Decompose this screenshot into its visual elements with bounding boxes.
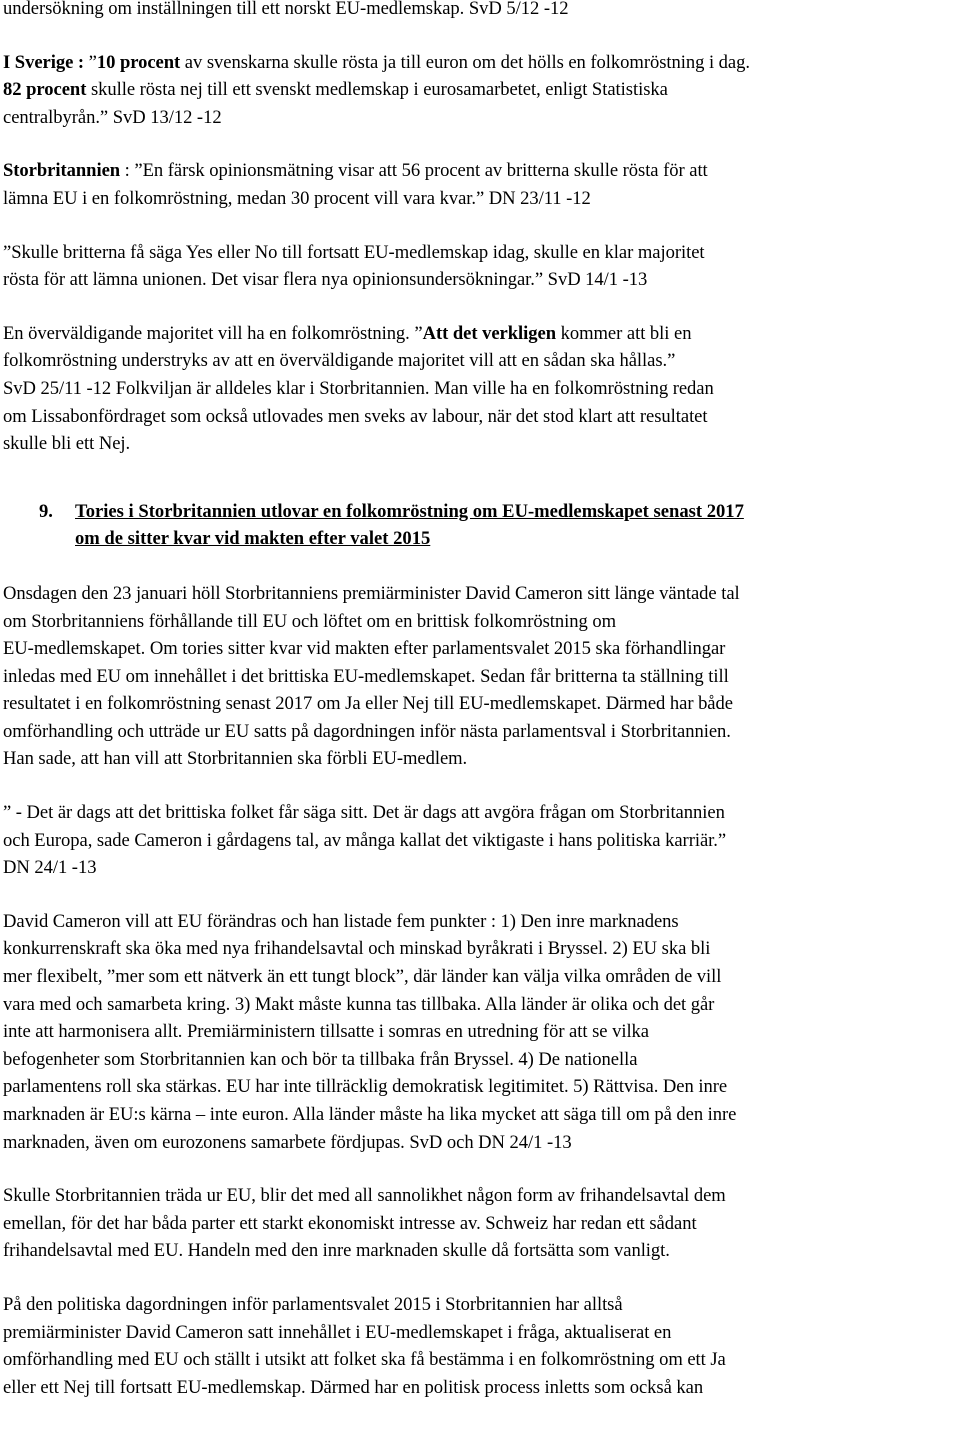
text-run: På den politiska dagordningen inför parlamentsvalet 2015 i Storbritannien har alltså premiärminister David Cameron satt innehållet i EU-medlemskapet i fråga, aktualiserat en omförhandling med EU och ställt i utsikt att folket ska få bestämma i en folkomröstning om ett Ja eller ett Nej till fortsatt EU-medlemskap. Därmed har en politisk process inletts som också kan <box>3 1293 726 1398</box>
bold-label-britain: Storbritannien <box>3 160 121 182</box>
text-run: skulle rösta nej till ett svenskt medlemskap i eurosamarbetet, enligt Statistiska centralbyrån.” SvD 13/12 -12 <box>3 79 668 128</box>
paragraph-britain-poll <box>3 157 955 212</box>
bold-figure-82-percent: 82 procent <box>3 79 87 101</box>
section-title: Tories i Storbritannien utlovar en folkomröstning om EU-medlemskapet senast 2017 om de sitter kvar vid makten efter valet 2015 <box>75 500 744 550</box>
text-run: ”Skulle britterna få säga Yes eller No till fortsatt EU-medlemskap idag, skulle en klar majoritet rösta för att lämna unionen. Det visar flera nya opinionsundersökningar.” SvD 14/1 -13 <box>3 241 705 291</box>
text-run: Onsdagen den 23 januari höll Storbritanniens premiärminister David Cameron sitt länge väntade tal om Storbritanniens förhållande till EU och löftet om en brittisk folkomröstning om EU-medlemskapet. Om tories sitter kvar vid makten efter parlamentsvalet 2015 ska förhandlingar inledas med EU om innehållet i det brittiska EU-medlemskapet. Sedan får britterna ta ställning till resultatet i en folkomröstning senast 2017 om Ja eller Nej till EU-medlemskapet. Därmed har både omförhandling och utträde ur EU satts på dagordningen inför nästa parlamentsval i Storbritannien. Han sade, att han vill att Storbritannien ska förbli EU-medlem. <box>3 582 740 770</box>
paragraph-sweden <box>3 49 955 132</box>
text-run: av svenskarna skulle rösta ja till euron om det hölls en folkomröstning i dag. <box>184 51 750 73</box>
section-number: 9. <box>39 500 53 522</box>
text-run: En överväldigande majoritet vill ha en folkomröstning. ” <box>3 322 423 344</box>
text-run: Skulle Storbritannien träda ur EU, blir det med all sannolikhet någon form av frihandelsavtal dem emellan, för det har båda parter ett starkt ekonomiskt intresse av. Schweiz har redan ett sådant frihandelsavtal med EU. Handeln med den inre marknaden skulle då fortsätta som vanligt. <box>3 1185 726 1262</box>
text-run: ” - Det är dags att det brittiska folket får säga sitt. Det är dags att avgöra frågan om Storbritannien och Europa, sade Cameron i gårdagens tal, av många kallat det viktigaste i hans politiska karriär.” DN 24/1 -13 <box>3 802 727 879</box>
paragraph-trade-agreement <box>3 1182 955 1265</box>
bold-label-sweden: I Sverige : <box>3 51 85 73</box>
section-heading-9 <box>3 498 955 553</box>
text-run: David Cameron vill att EU förändras och han listade fem punkter : 1) Den inre marknadens konkurrenskraft ska öka med nya frihandelsavtal och minskad byråkrati i Bryssel. 2) EU ska bli mer flexibelt, ”mer som ett nätverk än ett tungt block”, där länder kan välja vilka områden de vill vara med och samarbeta kring. 3) Makt måste kunna tas tillbaka. Alla länder är olika och det går inte att harmonisera allt. Premiärministern tillsatte i somras en utredning för att se vilka befogenheter som Storbritannien kan och bör ta tillbaka från Bryssel. 4) De nationella parlamentens roll ska stärkas. EU har inte tillräcklig demokratisk legitimitet. 5) Rättvisa. Den inre marknaden är EU:s kärna – inte euron. Alla länder måste ha lika mycket att säga till om på den inre marknaden, även om eurozonens samarbete fördjupas. SvD och DN 24/1 -13 <box>3 910 737 1153</box>
text-run: ” <box>84 51 97 73</box>
document-page <box>3 0 955 1427</box>
paragraph-political-agenda <box>3 1291 955 1401</box>
paragraph-yes-no <box>3 239 955 294</box>
paragraph-quote <box>3 799 955 882</box>
paragraph-norway-survey <box>3 0 955 23</box>
text-run: : ”En färsk opinionsmätning visar att 56 procent av britterna skulle rösta för att lämna EU i en folkomröstning, medan 30 procent vill vara kvar.” DN 23/11 -12 <box>3 160 708 209</box>
paragraph-five-points <box>3 908 955 1156</box>
text-run: undersökning om inställningen till ett norskt EU-medlemskap. SvD 5/12 -12 <box>3 0 569 19</box>
text-run: kommer att bli en folkomröstning understryks av att en överväldigande majoritet vill att en sådan ska hållas.” SvD 25/11 -12 Folkviljan är alldeles klar i Storbritannien. Man ville ha en folkomröstning redan om Lissabonfördraget som också utlovades men sveks av labour, när det stod klart att resultatet skulle bli ett Nej. <box>3 322 714 455</box>
paragraph-majority <box>3 320 955 458</box>
bold-figure-10-percent: 10 procent <box>96 51 181 73</box>
paragraph-cameron-speech <box>3 580 955 773</box>
bold-phrase: Att det verkligen <box>422 322 557 344</box>
